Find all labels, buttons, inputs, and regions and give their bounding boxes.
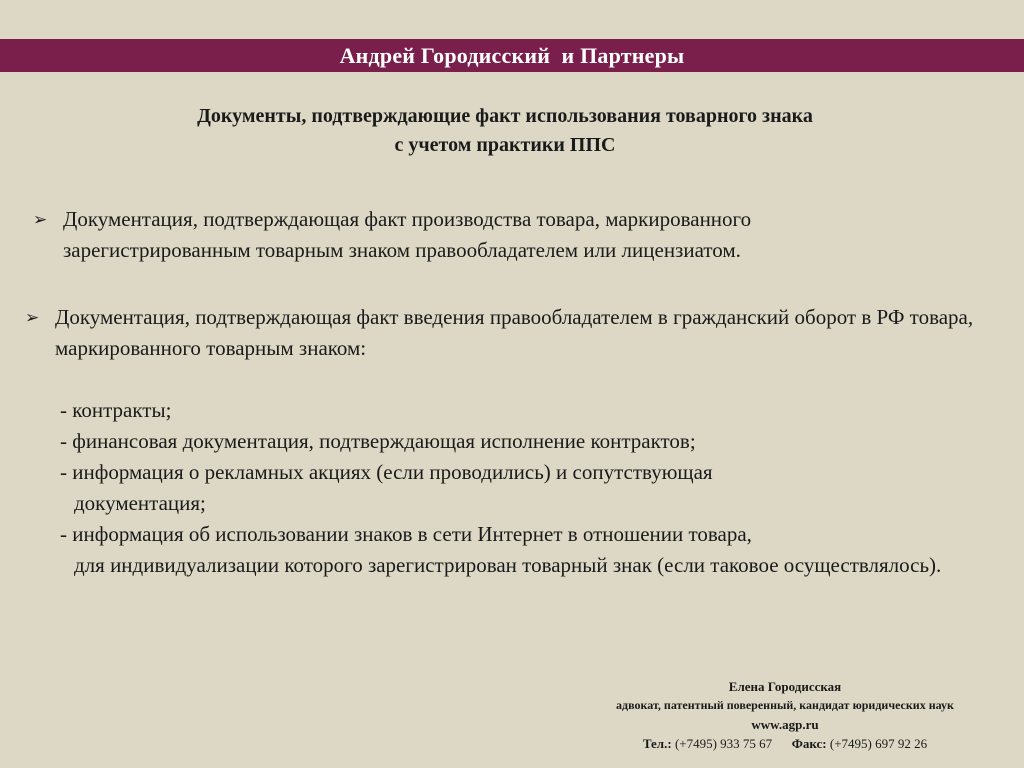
list-item	[60, 426, 980, 457]
bullet-text: Документация, подтверждающая факт производства товара, маркированного зарегистрированным товарным знаком правообладателем или лицензиатом.	[63, 207, 752, 262]
document-title	[0, 102, 1010, 160]
bullet-item-circulation	[25, 302, 985, 364]
list-item-text: - информация об использовании знаков в сети Интернет в отношении товара,	[60, 522, 752, 546]
header-title: Андрей Городисский и Партнеры	[339, 42, 685, 68]
list-item	[60, 457, 980, 519]
list-item-text: - информация о рекламных акциях (если проводились) и сопутствующая	[60, 460, 713, 484]
footer-contact	[570, 677, 1000, 753]
arrow-bullet-icon: ➢	[25, 308, 40, 327]
list-item-continuation: для индивидуализации которого зарегистрирован товарный знак (если таковое осуществлялось).	[74, 553, 942, 577]
list-item-text: - финансовая документация, подтверждающая исполнение контрактов;	[60, 429, 696, 453]
list-item-text: - контракты;	[60, 398, 172, 422]
phone-number: (+7495) 933 75 67	[674, 736, 773, 751]
header-bar	[0, 39, 1024, 72]
arrow-bullet-icon: ➢	[33, 210, 48, 229]
fax-number: (+7495) 697 92 26	[829, 736, 928, 751]
bullet-item-production	[33, 204, 973, 266]
document-title-line-2: с учетом практики ППС	[394, 134, 616, 156]
author-name: Елена Городисская	[728, 679, 842, 694]
list-item-continuation: документация;	[74, 491, 206, 515]
website-link[interactable]: www.agp.ru	[751, 717, 819, 732]
list-item	[60, 519, 980, 581]
document-title-line-1: Документы, подтверждающие факт использования товарного знака	[197, 105, 813, 127]
author-role: адвокат, патентный поверенный, кандидат юридических наук	[616, 698, 954, 712]
fax-label: Факс:	[791, 736, 827, 751]
bullet-text: Документация, подтверждающая факт введения правообладателем в гражданский оборот в РФ товара, маркированного товарным знаком:	[55, 305, 974, 360]
list-item	[60, 395, 980, 426]
contact-line	[570, 734, 1000, 753]
phone-label: Тел.:	[642, 736, 672, 751]
evidence-list	[60, 395, 980, 581]
